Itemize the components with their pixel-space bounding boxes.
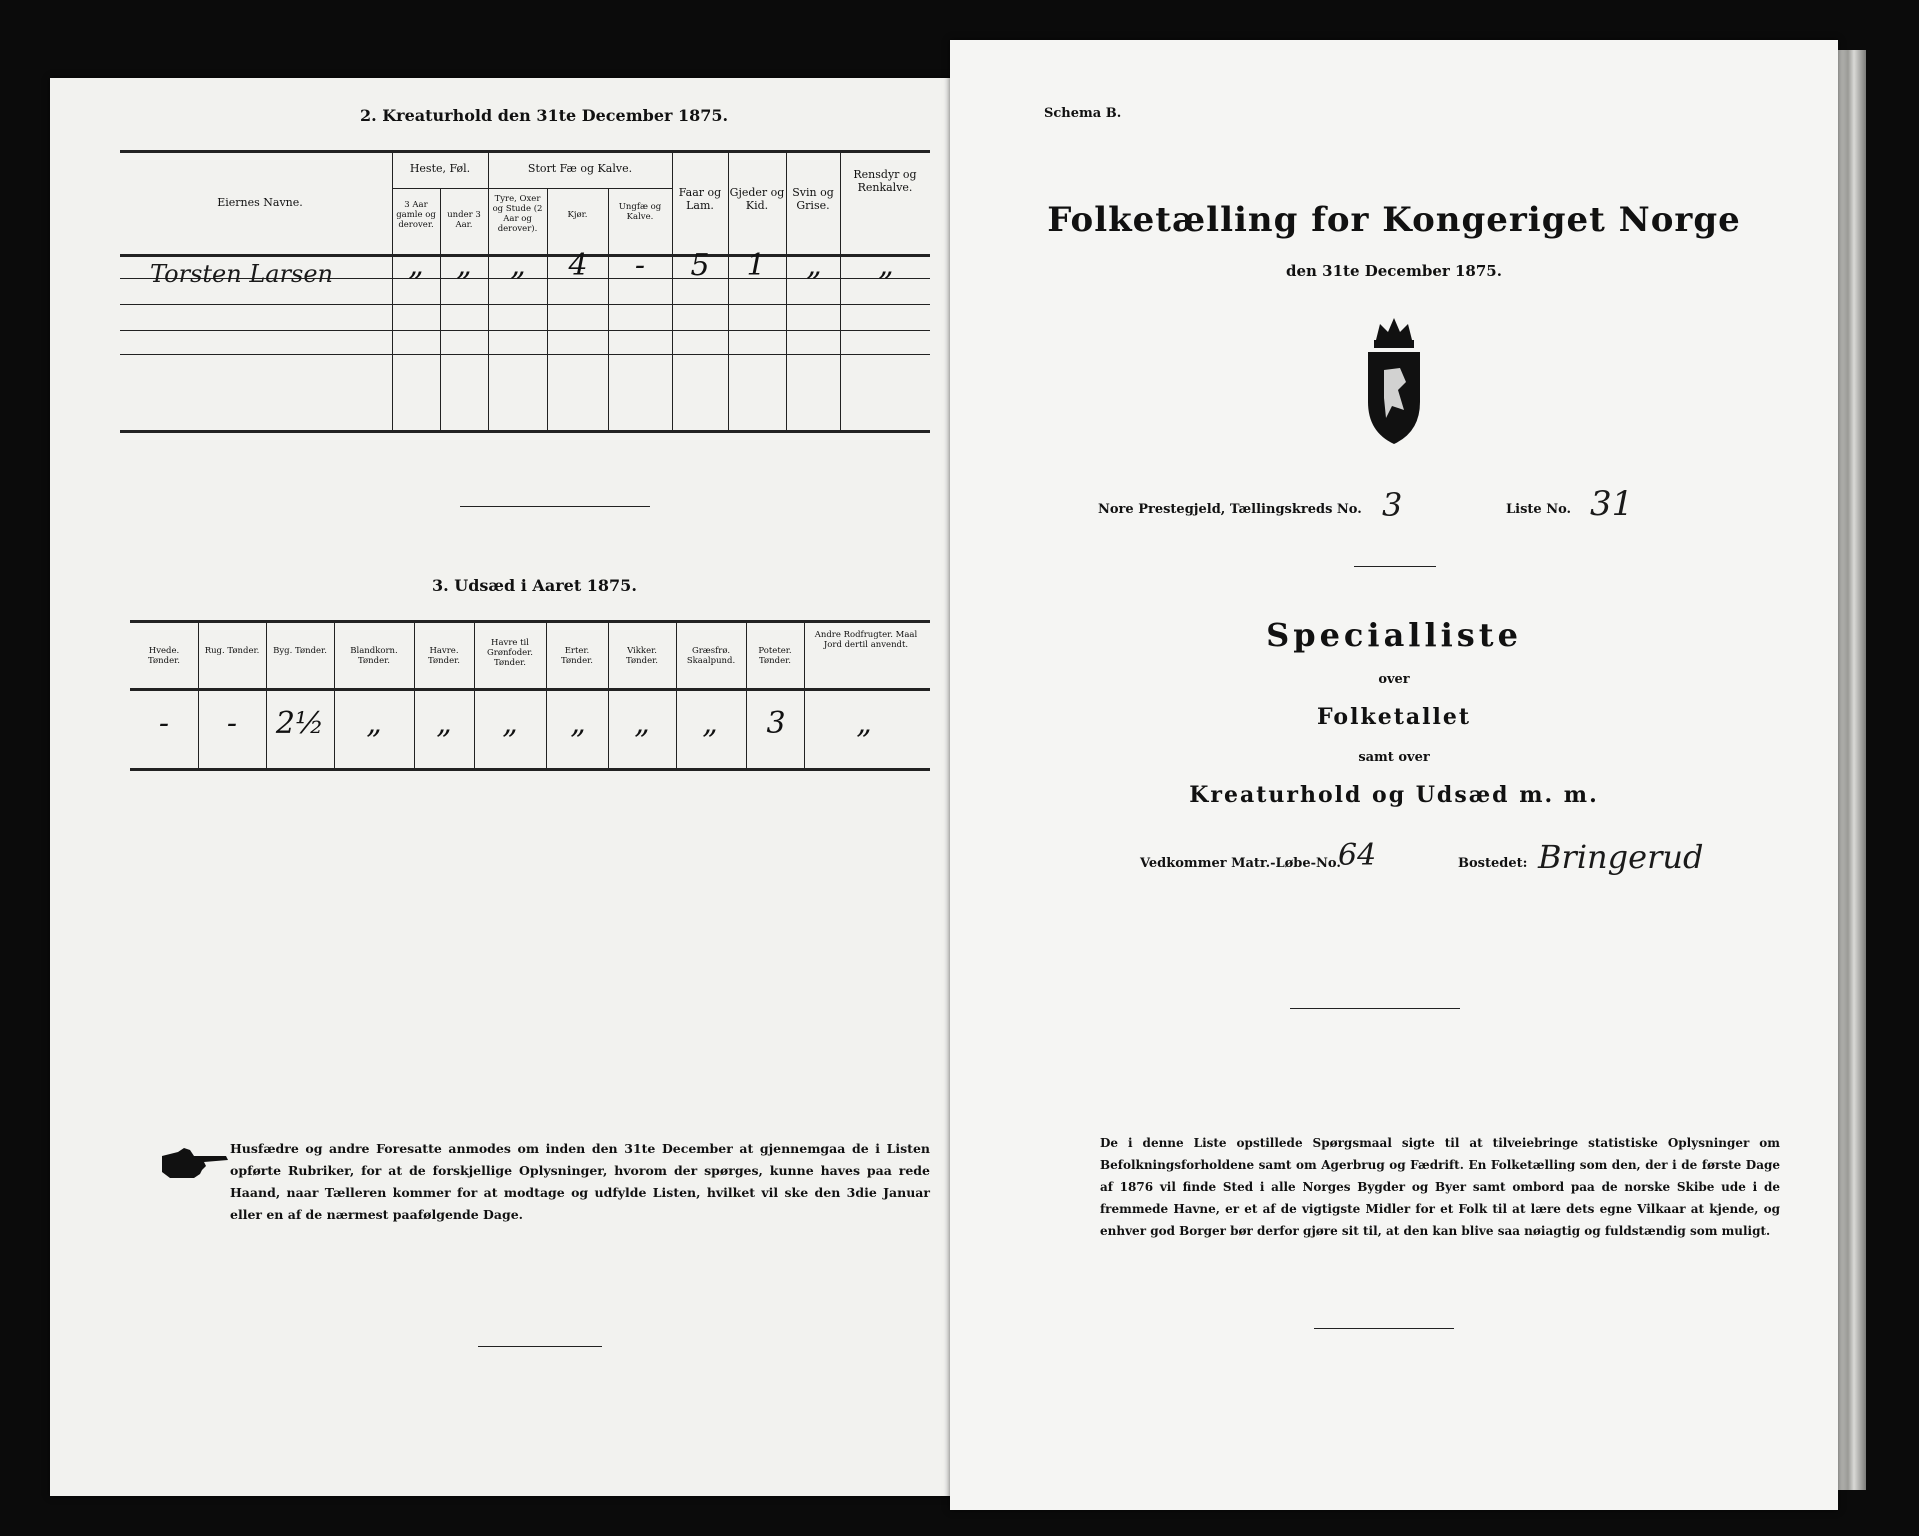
cattle-sub3-header: Ungfæ og Kalve.	[618, 202, 662, 222]
livestock-value: „	[408, 248, 424, 283]
pigs-header: Svin og Grise.	[792, 186, 834, 212]
horses-header: Heste, Føl.	[409, 162, 471, 175]
sowing-value: „	[502, 706, 518, 741]
kreaturhold-heading: Kreaturhold og Udsæd m. m.	[1189, 782, 1599, 808]
sowing-value: „	[634, 706, 650, 741]
sowing-header: Rug. Tønder.	[204, 646, 260, 656]
coat-of-arms-icon	[1354, 310, 1434, 450]
livestock-value: 1	[746, 248, 766, 283]
left-page	[50, 78, 955, 1496]
bottom-divider	[1314, 1328, 1454, 1329]
cattle-header: Stort Fæ og Kalve.	[527, 162, 633, 175]
sowing-value: „	[702, 706, 718, 741]
sowing-value: -	[158, 706, 170, 741]
over-text: over	[1378, 672, 1410, 687]
sowing-header: Byg. Tønder.	[273, 646, 327, 656]
sowing-header: Erter. Tønder.	[561, 646, 593, 666]
reindeer-header: Rensdyr og Renkalve.	[853, 168, 917, 194]
livestock-value: „	[510, 248, 526, 283]
bostedet-value: Bringerud	[1538, 838, 1704, 876]
livestock-value: 5	[690, 248, 710, 283]
sowing-value: „	[570, 706, 586, 741]
livestock-title: 2. Kreaturhold den 31te December 1875.	[360, 106, 729, 125]
horses-sub1-header: 3 Aar gamle og derover.	[396, 200, 436, 230]
pointing-hand-icon	[160, 1146, 230, 1180]
schema-label: Schema B.	[1044, 106, 1122, 121]
sowing-title: 3. Udsæd i Aaret 1875.	[432, 576, 637, 595]
sheep-header: Faar og Lam.	[678, 186, 722, 212]
parish-label: Nore Prestegjeld, Tællingskreds No.	[1098, 502, 1362, 517]
specialliste-heading: Specialliste	[1266, 616, 1522, 654]
list-label: Liste No.	[1506, 502, 1572, 517]
sowing-value: „	[436, 706, 452, 741]
sowing-header: Vikker. Tønder.	[626, 646, 658, 666]
matr-number: 64	[1338, 838, 1377, 873]
sowing-header: Græsfrø. Skaalpund.	[686, 646, 736, 666]
main-title: Folketælling for Kongeriget Norge	[1047, 200, 1741, 240]
livestock-value: „	[456, 248, 472, 283]
sowing-value: -	[226, 706, 238, 741]
livestock-value: 4	[568, 248, 588, 283]
divider	[1290, 1008, 1460, 1009]
divider	[1354, 566, 1436, 567]
census-date: den 31te December 1875.	[1286, 262, 1502, 280]
notice-text: Husfædre og andre Foresatte anmodes om inden den 31te December at gjennemgaa de i Listen opførte Rubriker, for at de forskjellige Oplysninger, hvorom der spørges, kunne haves paa rede Haand, naar Tælleren kommer for at modtage og udfylde Listen, hvilket vil ske den 3die Januar eller en af de nærmest paafølgende Dage.	[230, 1141, 930, 1222]
sowing-header: Havre. Tønder.	[428, 646, 460, 666]
sowing-header: Havre til Grønfoder. Tønder.	[486, 638, 533, 668]
page-stack-edge	[1836, 50, 1866, 1490]
matr-label: Vedkommer Matr.-Løbe-No.	[1140, 856, 1341, 871]
divider	[460, 506, 650, 507]
samt-over-text: samt over	[1358, 750, 1430, 765]
owner-name: Torsten Larsen	[150, 260, 334, 288]
owner-header: Eiernes Navne.	[217, 196, 303, 209]
list-number: 31	[1590, 484, 1634, 524]
goats-header: Gjeder og Kid.	[729, 186, 785, 212]
livestock-value: „	[806, 248, 822, 283]
cattle-sub1-header: Tyre, Oxer og Stude (2 Aar og derover).	[492, 194, 543, 234]
livestock-value: „	[878, 248, 894, 283]
sowing-value: 3	[766, 706, 786, 741]
right-page	[950, 40, 1838, 1510]
bottom-divider	[478, 1346, 602, 1347]
sowing-header: Poteter. Tønder.	[758, 646, 792, 666]
bostedet-label: Bostedet:	[1458, 856, 1528, 871]
sowing-header: Blandkorn. Tønder.	[350, 646, 398, 666]
sowing-value: „	[366, 706, 382, 741]
sowing-value: 2½	[275, 706, 325, 741]
sowing-header: Hvede. Tønder.	[148, 646, 180, 666]
livestock-value: -	[634, 248, 646, 283]
folketallet-heading: Folketallet	[1317, 704, 1471, 730]
info-text: De i denne Liste opstillede Spørgsmaal sigte til at tilveiebringe statistiske Oplysninger om Befolkningsforholdene samt om Agerbrug og Fædrift. En Folketælling som den, der i de første Dage af 1876 vil finde Sted i alle Norges Bygder og Byer samt ombord paa de norske Skibe ude i de fremmede Havne, er et af de vigtigste Midler for et Folk til at lære dets egne Vilkaar at kjende, og enhver god Borger bør derfor gjøre sit til, at den kan blive saa nøiagtig og fuldstændig som muligt.	[1100, 1136, 1780, 1238]
cattle-sub2-header: Kjør.	[567, 210, 588, 220]
district-number: 3	[1382, 486, 1403, 524]
sowing-value: „	[856, 706, 872, 741]
horses-sub2-header: under 3 Aar.	[447, 210, 481, 230]
sowing-header: Andre Rodfrugter. Maal Jord dertil anvendt.	[814, 630, 918, 650]
